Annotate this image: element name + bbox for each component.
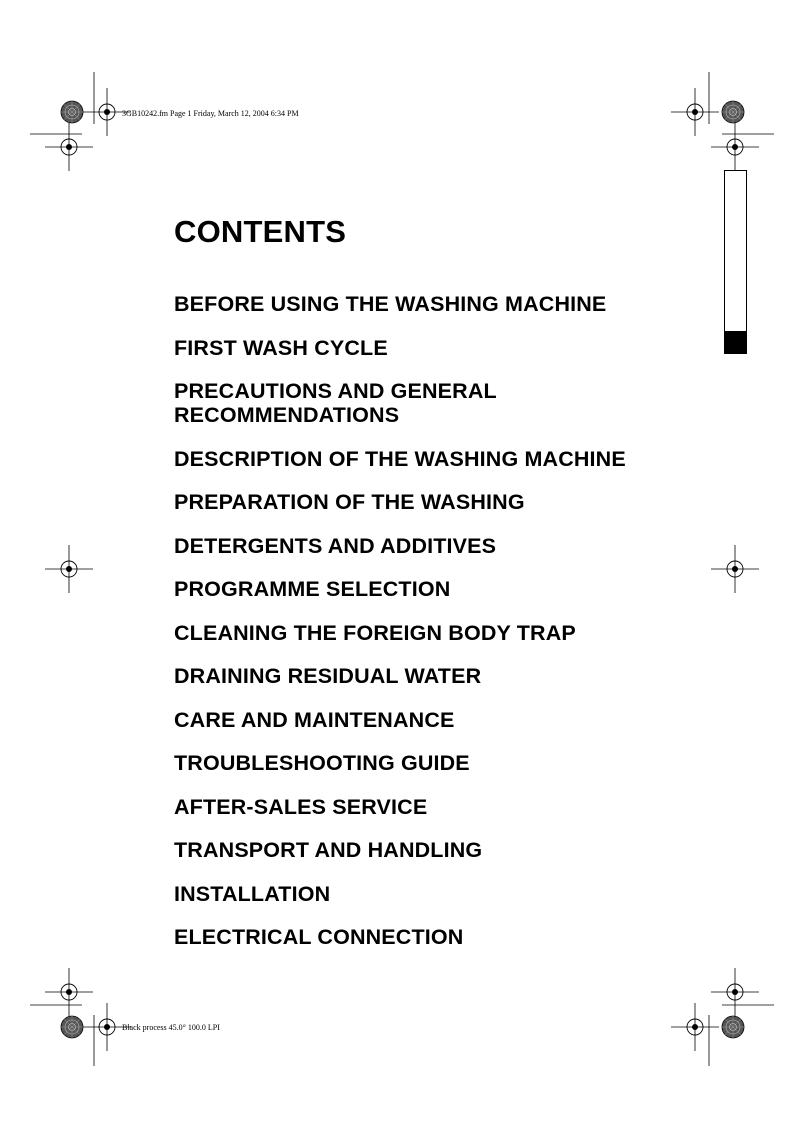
toc-item: PROGRAMME SELECTION — [174, 577, 451, 601]
toc-item: DESCRIPTION OF THE WASHING MACHINE — [174, 446, 626, 471]
toc-item: PRECAUTIONS AND GENERAL RECOMMENDATIONS — [174, 379, 497, 427]
page-title: CONTENTS — [174, 214, 347, 249]
table-of-contents — [174, 292, 694, 969]
toc-item: BEFORE USING THE WASHING MACHINE — [174, 292, 607, 316]
toc-item: AFTER-SALES SERVICE — [174, 794, 428, 819]
toc-item: DETERGENTS AND ADDITIVES — [174, 533, 497, 558]
toc-item: PREPARATION OF THE WASHING — [174, 490, 525, 514]
toc-item: ELECTRICAL CONNECTION — [174, 925, 464, 949]
toc-item: CARE AND MAINTENANCE — [174, 707, 455, 732]
toc-item: TROUBLESHOOTING GUIDE — [174, 751, 470, 775]
toc-item: TRANSPORT AND HANDLING — [174, 838, 483, 862]
section-tab-marker — [725, 331, 746, 353]
toc-item: FIRST WASH CYCLE — [174, 335, 388, 360]
toc-item: INSTALLATION — [174, 881, 331, 906]
print-info-footer: Black process 45.0° 100.0 LPI — [122, 1023, 220, 1032]
toc-item: DRAINING RESIDUAL WATER — [174, 664, 482, 688]
section-tab — [724, 170, 747, 354]
file-info-header: 3GB10242.fm Page 1 Friday, March 12, 2004 6:34 PM — [122, 109, 299, 118]
toc-item: CLEANING THE FOREIGN BODY TRAP — [174, 620, 576, 645]
